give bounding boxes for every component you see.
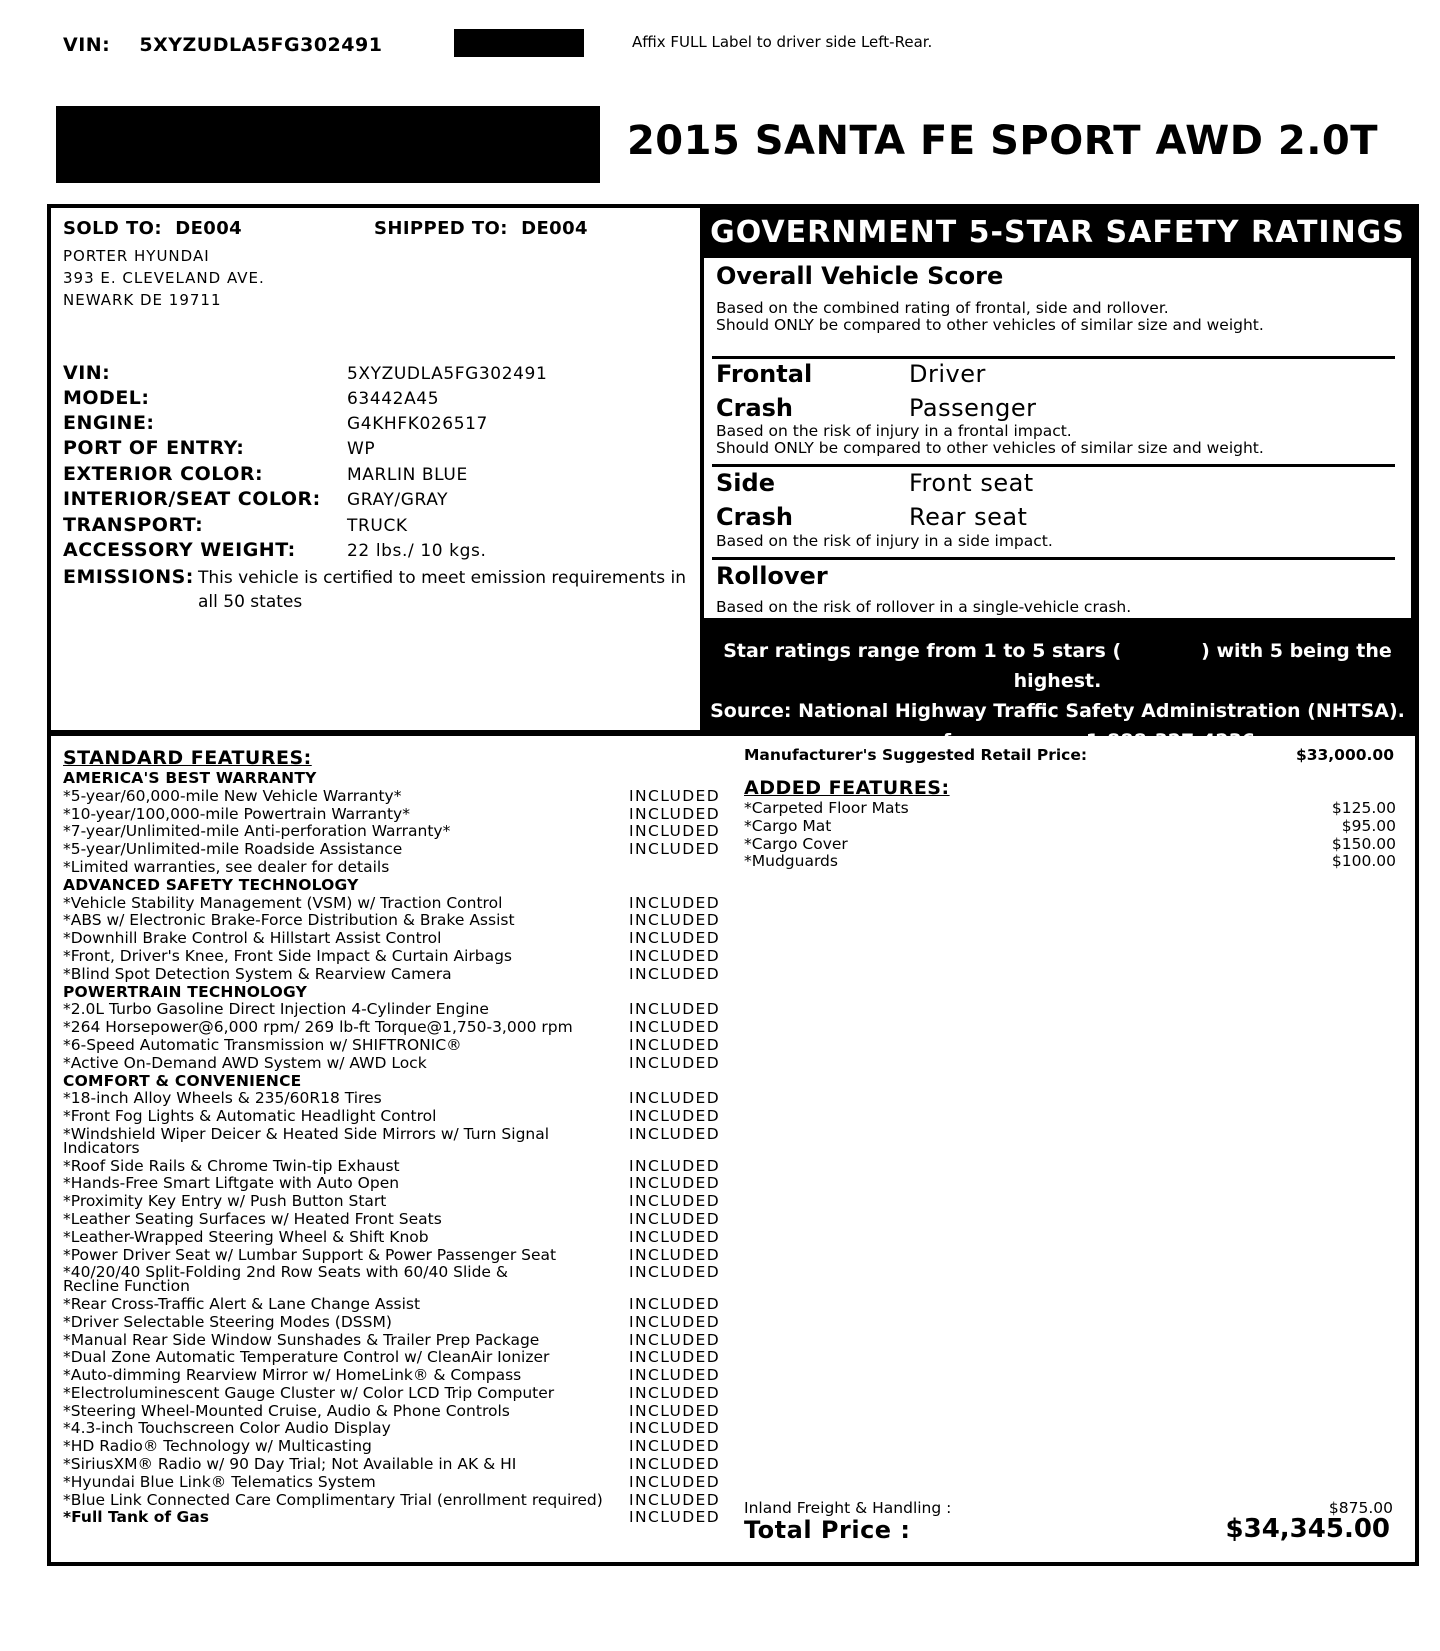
feature-text: *Rear Cross-Traffic Alert & Lane Change Assist [63, 1294, 421, 1313]
side-rear-seat: Rear seat [909, 503, 1028, 531]
included-label: INCLUDED [629, 1490, 721, 1509]
feature-group-header: ADVANCED SAFETY TECHNOLOGY [63, 875, 359, 894]
added-feature-name: *Cargo Mat [744, 816, 832, 835]
star-range-note [700, 636, 1415, 696]
spec-label: ENGINE: [63, 412, 155, 434]
shipped-to-code: DE004 [521, 218, 588, 239]
emissions-text: This vehicle is certified to meet emission requirements in all 50 states [198, 568, 687, 612]
feature-row [63, 841, 723, 859]
feature-row [63, 1175, 723, 1193]
feature-row [63, 895, 723, 913]
feature-row [63, 823, 723, 841]
shipped-to [374, 218, 588, 239]
shipped-to-label: SHIPPED TO: [374, 218, 508, 239]
feature-text: *Vehicle Stability Management (VSM) w/ Traction Control [63, 893, 503, 912]
feature-row [63, 1211, 723, 1229]
feature-text: *Blue Link Connected Care Complimentary Trial (enrollment required) [63, 1490, 603, 1509]
side-front-seat: Front seat [909, 469, 1034, 497]
rule-divider [712, 464, 1395, 467]
included-label: INCLUDED [629, 786, 721, 805]
feature-text: *Active On-Demand AWD System w/ AWD Lock [63, 1053, 427, 1072]
total-price-value: $34,345.00 [1225, 1514, 1390, 1544]
spec-label: PORT OF ENTRY: [63, 437, 245, 459]
spec-label: VIN: [63, 362, 111, 384]
feature-row [63, 1420, 723, 1438]
added-feature-price: $100.00 [1331, 852, 1396, 871]
feature-row [63, 1474, 723, 1492]
feature-row [63, 1019, 723, 1037]
feature-text: *ABS w/ Electronic Brake-Force Distribution & Brake Assist [63, 911, 515, 930]
header-vin-value: 5XYZUDLA5FG302491 [139, 34, 383, 56]
frontal-passenger: Passenger [909, 394, 1037, 422]
overall-desc-2: Should ONLY be compared to other vehicles of similar size and weight. [716, 316, 1264, 334]
included-label: INCLUDED [629, 1455, 721, 1474]
side-label: Side [716, 469, 775, 497]
feature-text: *5-year/Unlimited-mile Roadside Assistance [63, 840, 403, 859]
feature-row [63, 1332, 723, 1350]
added-feature-price: $125.00 [1331, 799, 1396, 817]
included-label: INCLUDED [629, 1263, 721, 1282]
feature-row [63, 1108, 723, 1126]
included-label: INCLUDED [629, 1366, 721, 1385]
included-label: INCLUDED [629, 911, 721, 930]
feature-row [63, 948, 723, 966]
star-range-text-a: Star ratings range from 1 to 5 stars ( [723, 640, 1122, 662]
feature-row [63, 1385, 723, 1403]
included-label: INCLUDED [629, 964, 721, 983]
sold-to-label: SOLD TO: [63, 218, 162, 239]
feature-row [63, 1438, 723, 1456]
safety-title: GOVERNMENT 5-STAR SAFETY RATINGS [710, 215, 1405, 250]
spec-value: 22 lbs./ 10 kgs. [347, 541, 487, 561]
included-label: INCLUDED [629, 1312, 721, 1331]
spec-label: MODEL: [63, 387, 150, 409]
included-label: INCLUDED [629, 1053, 721, 1072]
feature-text: *Front Fog Lights & Automatic Headlight Control [63, 1107, 437, 1126]
spec-label: ACCESSORY WEIGHT: [63, 539, 296, 561]
feature-text: *Windshield Wiper Deicer & Heated Side Mirrors w/ Turn Signal Indicators [63, 1124, 550, 1157]
added-feature-row [744, 853, 1396, 871]
feature-row [63, 806, 723, 824]
feature-row [63, 1055, 723, 1073]
included-label: INCLUDED [629, 1156, 721, 1175]
feature-row [63, 1001, 723, 1019]
included-label: INCLUDED [629, 822, 721, 841]
msrp-value: $33,000.00 [1295, 746, 1394, 764]
feature-text: *4.3-inch Touchscreen Color Audio Display [63, 1419, 391, 1438]
added-feature-row [744, 836, 1396, 854]
added-feature-row [744, 818, 1396, 836]
feature-text: *Electroluminescent Gauge Cluster w/ Color LCD Trip Computer [63, 1383, 555, 1402]
feature-text: *6-Speed Automatic Transmission w/ SHIFTRONIC® [63, 1035, 462, 1054]
included-label: INCLUDED [629, 929, 721, 948]
rule-divider [712, 557, 1395, 560]
added-feature-name: *Carpeted Floor Mats [744, 799, 909, 817]
spec-value: 5XYZUDLA5FG302491 [347, 364, 548, 384]
feature-row [63, 1264, 723, 1296]
spec-value: GRAY/GRAY [347, 490, 449, 510]
header-vin-label: VIN: [63, 34, 111, 56]
feature-text: *40/20/40 Split-Folding 2nd Row Seats with 60/40 Slide & Recline Function [63, 1263, 508, 1296]
feature-row [63, 912, 723, 930]
dealer-street: 393 E. CLEVELAND AVE. [63, 269, 265, 287]
included-label: INCLUDED [629, 1192, 721, 1211]
redaction-bar [454, 29, 584, 57]
included-label: INCLUDED [629, 1000, 721, 1019]
header-vin [63, 34, 382, 56]
feature-group-header: POWERTRAIN TECHNOLOGY [63, 982, 308, 1001]
added-feature-name: *Mudguards [744, 852, 838, 871]
spec-label: EXTERIOR COLOR: [63, 463, 264, 485]
feature-row [63, 1403, 723, 1421]
feature-text: *Hands-Free Smart Liftgate with Auto Open [63, 1174, 400, 1193]
crash-label: Crash [716, 394, 794, 422]
feature-text: *Full Tank of Gas [63, 1508, 209, 1527]
included-label: INCLUDED [629, 1508, 721, 1527]
spec-value: MARLIN BLUE [347, 465, 468, 485]
included-label: INCLUDED [629, 1089, 721, 1108]
rollover-desc: Based on the risk of rollover in a single-vehicle crash. [716, 598, 1132, 616]
included-label: INCLUDED [629, 893, 721, 912]
feature-row [63, 1090, 723, 1108]
affix-note: Affix FULL Label to driver side Left-Rear. [632, 33, 933, 51]
added-feature-price: $150.00 [1331, 834, 1396, 853]
feature-text: *Limited warranties, see dealer for details [63, 857, 390, 876]
included-label: INCLUDED [629, 1419, 721, 1438]
sold-to [63, 218, 242, 239]
overall-desc-1: Based on the combined rating of frontal, side and rollover. [716, 299, 1169, 317]
feature-row [63, 1349, 723, 1367]
feature-text: *10-year/100,000-mile Powertrain Warranty* [63, 804, 410, 823]
added-feature-price: $95.00 [1341, 816, 1396, 835]
included-label: INCLUDED [629, 1383, 721, 1402]
added-features-list [744, 800, 1396, 871]
included-label: INCLUDED [629, 1401, 721, 1420]
dealer-address [63, 245, 265, 311]
feature-text: *Downhill Brake Control & Hillstart Assist Control [63, 929, 442, 948]
feature-row [63, 1037, 723, 1055]
added-feature-row [744, 800, 1396, 818]
included-label: INCLUDED [629, 1472, 721, 1491]
overall-score-title: Overall Vehicle Score [716, 262, 1004, 290]
dealer-city: NEWARK DE 19711 [63, 291, 222, 309]
feature-text: *HD Radio® Technology w/ Multicasting [63, 1437, 372, 1456]
included-label: INCLUDED [629, 1174, 721, 1193]
safercar-link: www.safercar.gov or 1-888-327-4236 [859, 730, 1256, 752]
emissions-label: EMISSIONS: [63, 566, 194, 588]
nhtsa-source: Source: National Highway Traffic Safety Administration (NHTSA). [710, 700, 1405, 722]
feature-text: *Manual Rear Side Window Sunshades & Trailer Prep Package [63, 1330, 540, 1349]
included-label: INCLUDED [629, 804, 721, 823]
feature-text: *Roof Side Rails & Chrome Twin-tip Exhaust [63, 1156, 400, 1175]
vehicle-title: 2015 SANTA FE SPORT AWD 2.0T [626, 118, 1378, 164]
standard-features-title: STANDARD FEATURES: [63, 747, 312, 769]
included-label: INCLUDED [629, 1035, 721, 1054]
feature-text: *Auto-dimming Rearview Mirror w/ HomeLink® & Compass [63, 1366, 522, 1385]
dealer-name: PORTER HYUNDAI [63, 247, 210, 265]
star-range-text-b: ) with 5 being the highest. [1013, 640, 1392, 692]
side-crash-label: Crash [716, 503, 794, 531]
spec-value: 63442A45 [347, 389, 440, 409]
feature-text: *18-inch Alloy Wheels & 235/60R18 Tires [63, 1089, 382, 1108]
feature-text: *264 Horsepower@6,000 rpm/ 269 lb-ft Torque@1,750-3,000 rpm [63, 1018, 573, 1037]
feature-text: *Proximity Key Entry w/ Push Button Start [63, 1192, 387, 1211]
feature-text: *Power Driver Seat w/ Lumbar Support & Power Passenger Seat [63, 1245, 557, 1264]
feature-row [63, 1229, 723, 1247]
feature-text: *Steering Wheel-Mounted Cruise, Audio & Phone Controls [63, 1401, 510, 1420]
feature-text: *5-year/60,000-mile New Vehicle Warranty* [63, 786, 402, 805]
safety-footer [700, 636, 1415, 756]
feature-text: *Driver Selectable Steering Modes (DSSM) [63, 1312, 392, 1331]
feature-row [63, 788, 723, 806]
spec-value: G4KHFK026517 [347, 414, 488, 434]
side-desc: Based on the risk of injury in a side impact. [716, 532, 1053, 550]
feature-row [63, 1509, 723, 1527]
included-label: INCLUDED [629, 1348, 721, 1367]
spec-value: WP [347, 439, 376, 459]
rollover-label: Rollover [716, 562, 828, 590]
feature-row [63, 1193, 723, 1211]
included-label: INCLUDED [629, 1330, 721, 1349]
standard-features-list [63, 770, 723, 1527]
redaction-block [56, 106, 600, 183]
feature-text: *Blind Spot Detection System & Rearview Camera [63, 964, 452, 983]
added-features-title: ADDED FEATURES: [744, 777, 950, 799]
feature-text: *Hyundai Blue Link® Telematics System [63, 1472, 376, 1491]
feature-text: *SiriusXM® Radio w/ 90 Day Trial; Not Available in AK & HI [63, 1455, 517, 1474]
freight-value: $875.00 [1328, 1499, 1393, 1517]
feature-row [63, 1314, 723, 1332]
sold-to-code: DE004 [175, 218, 243, 239]
feature-text: *Front, Driver's Knee, Front Side Impact & Curtain Airbags [63, 946, 512, 965]
feature-row [63, 966, 723, 984]
included-label: INCLUDED [629, 1294, 721, 1313]
feature-row [63, 1296, 723, 1314]
included-label: INCLUDED [629, 1227, 721, 1246]
frontal-driver: Driver [909, 360, 986, 388]
included-label: INCLUDED [629, 946, 721, 965]
added-feature-name: *Cargo Cover [744, 834, 848, 853]
frontal-desc-2: Should ONLY be compared to other vehicles of similar size and weight. [716, 439, 1264, 457]
rule-divider [712, 356, 1395, 359]
frontal-desc-1: Based on the risk of injury in a frontal impact. [716, 422, 1072, 440]
spec-value: TRUCK [347, 516, 408, 536]
feature-row [63, 930, 723, 948]
included-label: INCLUDED [629, 1437, 721, 1456]
feature-row [63, 1367, 723, 1385]
feature-row [63, 1158, 723, 1176]
feature-text: *7-year/Unlimited-mile Anti-perforation Warranty* [63, 822, 451, 841]
feature-row [63, 1492, 723, 1510]
included-label: INCLUDED [629, 840, 721, 859]
feature-row [63, 1247, 723, 1265]
feature-row [63, 1456, 723, 1474]
included-label: INCLUDED [629, 1124, 721, 1143]
feature-row [63, 1126, 723, 1158]
included-label: INCLUDED [629, 1209, 721, 1228]
total-price-label: Total Price : [744, 1516, 911, 1544]
feature-row [63, 859, 723, 877]
feature-text: *Leather-Wrapped Steering Wheel & Shift Knob [63, 1227, 429, 1246]
spec-label: TRANSPORT: [63, 514, 204, 536]
feature-group-header: AMERICA'S BEST WARRANTY [63, 769, 317, 787]
feature-group-header: COMFORT & CONVENIENCE [63, 1071, 302, 1090]
included-label: INCLUDED [629, 1018, 721, 1037]
spec-label: INTERIOR/SEAT COLOR: [63, 488, 321, 510]
freight-label: Inland Freight & Handling : [744, 1499, 952, 1517]
msrp-label: Manufacturer's Suggested Retail Price: [744, 746, 1088, 764]
feature-text: *Dual Zone Automatic Temperature Control w/ CleanAir Ionizer [63, 1348, 550, 1367]
feature-text: *Leather Seating Surfaces w/ Heated Front Seats [63, 1209, 442, 1228]
included-label: INCLUDED [629, 1245, 721, 1264]
frontal-label: Frontal [716, 360, 813, 388]
feature-text: *2.0L Turbo Gasoline Direct Injection 4-Cylinder Engine [63, 1000, 489, 1019]
included-label: INCLUDED [629, 1107, 721, 1126]
